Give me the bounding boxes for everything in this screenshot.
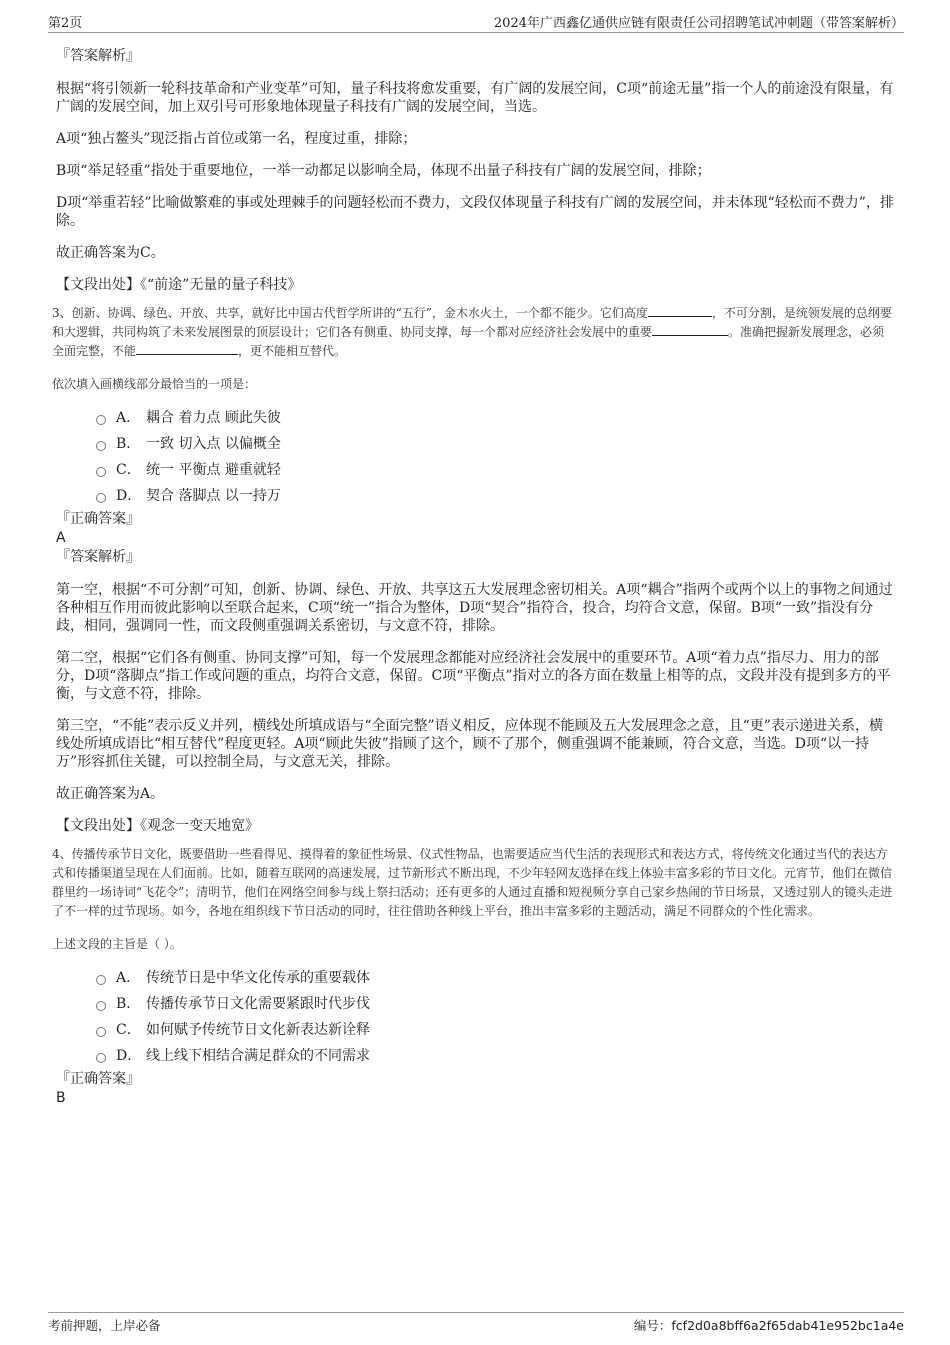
q3-question-text: 3、创新、协调、绿色、开放、共享，就好比中国古代哲学所讲的“五行”，金木水火土，一个都不能少。它们高度 ，不可分割，是统领发展的总纲要和大逻辑，共同构筑了未来发展图景的顶层设计；它们各有侧重、协同支撑，每一个都对应经济社会发展中的重要 。准确把握新发展理念，必须全面完整，不能 ，更不能相互替代。: [52, 306, 892, 358]
q3-answer-label: 『正确答案』: [56, 511, 140, 527]
q4-option-a[interactable]: A． 传统节日是中华文化传承的重要载体: [96, 965, 896, 991]
page-header: [48, 12, 904, 33]
q2-conclusion: 故正确答案为C。: [56, 245, 165, 261]
q4-question-text: 4、传播传承节日文化，既要借助一些看得见、摸得着的象征性场景、仪式性物品，也需要适应当代生活的表现形式和表达方式，将传统文化通过当代的表达方式和传播渠道呈现在人们面前。比如，随着互联网的高速发展，过节新形式不断出现，不少年轻网友选择在线上体验丰富多彩的节日文化。元宵节，他们在微信群里约一场诗词“飞花令”；清明节，他们在网络空间参与线上祭扫活动；还有更多的人通过直播和短视频分享自己家乡热闹的节日场景，又透过别人的镜头走进了不一样的过节现场。如今，各地在组织线下节日活动的同时，往往借助各种线上平台，推出丰富多彩的主题活动，满足不同群众的个性化需求。: [52, 847, 893, 918]
q4-option-b[interactable]: B． 传播传承节日文化需要紧跟时代步伐: [96, 991, 896, 1017]
q2-analysis-paragraph: A项“独占鳌头”现泛指占首位或第一名，程度过重，排除；: [56, 131, 417, 147]
radio-icon[interactable]: [96, 415, 106, 425]
q4-option-c[interactable]: C． 如何赋予传统节日文化新表达新诠释: [96, 1017, 896, 1043]
q2-source: 【文段出处】《“前途”无量的量子科技》: [56, 277, 302, 293]
q4-options: [56, 965, 896, 1069]
q2-analysis-label: 『答案解析』: [56, 48, 140, 64]
q3-analysis-paragraph: 第二空，根据“它们各有侧重、协同支撑”可知，每一个发展理念都能对应经济社会发展中的重要环节。A项“着力点”指尽力、用力的部分，D项“落脚点”指工作或问题的重点，均符合文意，保留。C项“平衡点”指对立的各方面在数量上相等的点，文段并没有提到多方的平衡，与文意不符，排除。: [56, 650, 891, 702]
q2-analysis-paragraph: D项“举重若轻”比喻做繁难的事或处理棘手的问题轻松而不费力，文段仅体现量子科技有广阔的发展空间，并未体现“轻松而不费力”，排除。: [56, 195, 894, 229]
q3-analysis-paragraph: 第三空，“不能”表示反义并列，横线处所填成语与“全面完整”语义相反，应体现不能顾及五大发展理念之意，且“更”表示递进关系，横线处所填成语比“相互替代”程度更轻。A项“顾此失彼”指顾了这个，顾不了那个，侧重强调不能兼顾，符合文意，当选。D项“以一持万”形容抓住关键，可以控制全局，与文意无关，排除。: [56, 718, 883, 770]
footer-code: 编号：fcf2d0a8bff6a2f65dab41e952bc1a4e: [633, 1318, 904, 1333]
document-title: 2024年广西鑫亿通供应链有限责任公司招聘笔试冲刺题（带答案解析）: [493, 16, 904, 31]
q3-analysis-label: 『答案解析』: [56, 549, 140, 565]
radio-icon[interactable]: [96, 1053, 106, 1063]
q3-conclusion: 故正确答案为A。: [56, 786, 165, 802]
q3-prompt: 依次填入画横线部分最恰当的一项是：: [52, 377, 257, 391]
q3-source: 【文段出处】《观念一变天地宽》: [56, 818, 259, 834]
q3-blank-2-cont: [716, 323, 728, 336]
q2-analysis-paragraph: 根据“将引领新一轮科技革命和产业变革”可知，量子科技将愈发重要，有广阔的发展空间，C项“前途无量”指一个人的前途没有限量，有广阔的发展空间，加上双引号可形象地体现量子科技有广阔的发展空间，当选。: [56, 81, 894, 115]
q3-option-c[interactable]: C． 统一 平衡点 避重就轻: [96, 457, 896, 483]
q3-option-d[interactable]: D． 契合 落脚点 以一持万: [96, 483, 896, 509]
q4-prompt: 上述文段的主旨是（ ）。: [52, 937, 182, 951]
page-content: [52, 46, 896, 1107]
radio-icon[interactable]: [96, 1027, 106, 1037]
q3-option-a[interactable]: A． 耦合 着力点 顾此失彼: [96, 405, 896, 431]
footer-slogan: 考前押题，上岸必备: [48, 1318, 161, 1333]
radio-icon[interactable]: [96, 493, 106, 503]
radio-icon[interactable]: [96, 467, 106, 477]
radio-icon[interactable]: [96, 441, 106, 451]
radio-icon[interactable]: [96, 1001, 106, 1011]
q3-options: [56, 405, 896, 509]
page-footer: [48, 1312, 904, 1334]
q4-answer: B: [56, 1090, 66, 1106]
q4-answer-label: 『正确答案』: [56, 1071, 140, 1087]
q2-analysis-paragraph: B项“举足轻重”指处于重要地位，一举一动都足以影响全局，体现不出量子科技有广阔的发展空间，排除；: [56, 163, 711, 179]
q3-blank-1: [648, 304, 712, 317]
q3-option-b[interactable]: B． 一致 切入点 以偏概全: [96, 431, 896, 457]
page-number: 第2页: [48, 16, 83, 31]
q3-blank-3: [136, 342, 238, 355]
q3-answer: A: [56, 530, 66, 546]
q4-option-d[interactable]: D． 线上线下相结合满足群众的不同需求: [96, 1043, 896, 1069]
q3-analysis-paragraph: 第一空，根据“不可分割”可知，创新、协调、绿色、开放、共享这五大发展理念密切相关。A项“耦合”指两个或两个以上的事物之间通过各种相互作用而彼此影响以至联合起来，C项“统一”指合为整体，D项“契合”指符合，投合，均符合文意，保留。B项“一致”指没有分歧，相同，强调同一性，而文段侧重强调关系密切，与文意不符，排除。: [56, 582, 893, 634]
radio-icon[interactable]: [96, 975, 106, 985]
q3-blank-2: [652, 323, 716, 336]
